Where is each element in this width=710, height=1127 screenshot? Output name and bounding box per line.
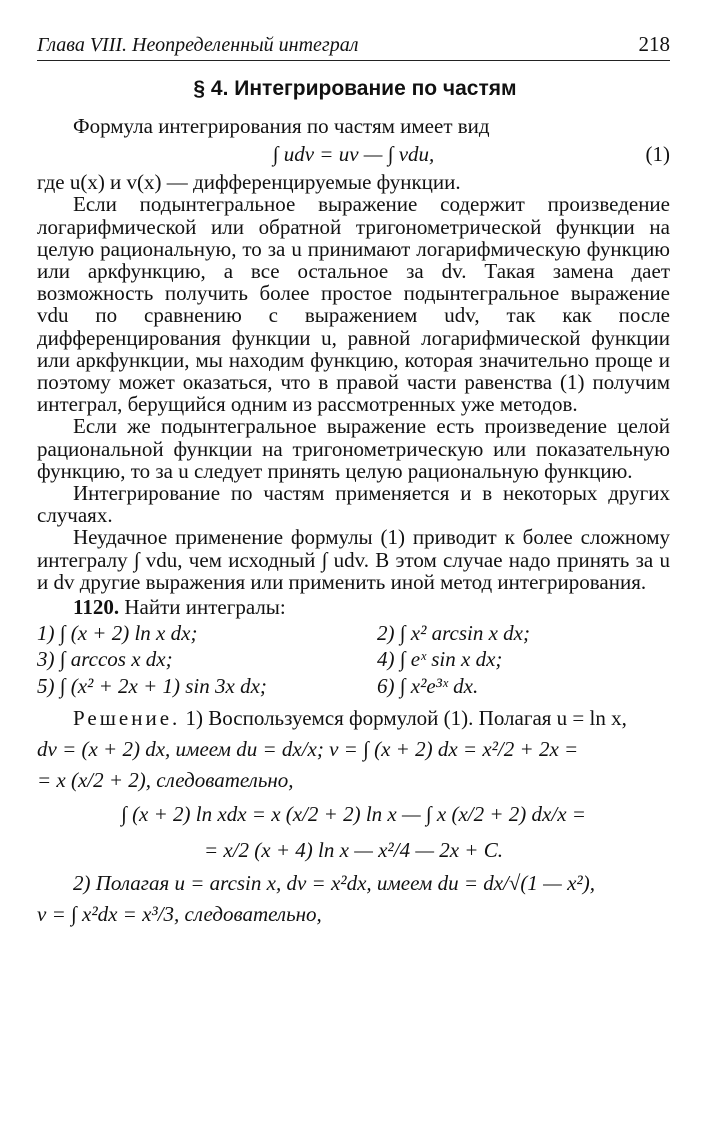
- task-number: 1120.: [73, 595, 120, 620]
- paragraph-1: Если подынтегральное выражение содержит произведение логарифмической или обратной тригонометрической функции на целую рациональную, то за u принимают логарифмическую функцию или аркфункцию, а все остальное за dv. Такая замена дает возможность получить более простое подынтегральное выражение vdu по сравнению с выражением udv, так как после дифференцирования функции u, равной логарифмической функции или аркфункции, мы находим функцию, которая значительно проще и поэтому может оказаться, что в правой части равенства (1) получим интеграл, берущийся одним из рассмотренных уже методов.: [37, 192, 670, 417]
- task-heading: [37, 596, 670, 618]
- integral-item: 5) ∫ (x² + 2x + 1) sin 3x dx;: [37, 673, 267, 698]
- task-text: Найти интегралы:: [124, 595, 286, 620]
- page-number: 218: [638, 32, 670, 56]
- solution-line-5: v = ∫ x²dx = x³/3, следовательно,: [37, 901, 322, 926]
- paragraph-2: Если же подынтегральное выражение есть произведение целой рациональной функции на тригонометрическую или показательную функцию, то за u следует принять целую рациональную функцию.: [37, 414, 670, 483]
- section-title: § 4. Интегрирование по частям: [193, 77, 517, 100]
- solution-line-1: 1) Воспользуемся формулой (1). Полагая u = ln x,: [185, 705, 627, 730]
- integral-item: 3) ∫ arccos x dx;: [37, 647, 173, 672]
- solution-label: Решение.: [73, 705, 181, 730]
- integral-item: 1) ∫ (x + 2) ln x dx;: [37, 621, 198, 646]
- integral-item: 2) ∫ x² arcsin x dx;: [377, 621, 530, 646]
- integral-item: 4) ∫ eˣ sin x dx;: [377, 647, 503, 672]
- paragraph-3: Интегрирование по частям применяется и в некоторых других случаях.: [37, 481, 670, 528]
- formula-1: [37, 137, 670, 171]
- solution: [37, 703, 670, 930]
- integral-item: 6) ∫ x²e³ˣ dx.: [377, 673, 479, 698]
- running-header: [37, 30, 670, 61]
- where-text: где u(x) и v(x) — дифференцируемые функции.: [37, 170, 461, 195]
- solution-line: [37, 703, 670, 734]
- solution-equation-2: = x/2 (x + 4) ln x — x²/4 — 2x + C.: [203, 837, 503, 862]
- chapter-title: Глава VIII. Неопределенный интеграл: [37, 34, 359, 56]
- solution-line-3: = x (x/2 + 2), следовательно,: [37, 767, 294, 792]
- formula-1-expression: ∫ udv = uv — ∫ vdu,: [272, 142, 435, 167]
- solution-line-2: dv = (x + 2) dx, имеем du = dx/x; v = ∫ (x + 2) dx = x²/2 + 2x =: [37, 736, 579, 761]
- integrals-list: [37, 622, 670, 697]
- paragraph-4: Неудачное применение формулы (1) приводит к более сложному интегралу ∫ vdu, чем исходный ∫ udv. В этом случае надо принять за u и dv другие выражения или применить иной метод интегрирования.: [37, 525, 670, 594]
- solution-equation-1: ∫ (x + 2) ln xdx = x (x/2 + 2) ln x — ∫ x (x/2 + 2) dx/x =: [121, 801, 586, 826]
- intro-text: Формула интегрирования по частям имеет вид: [73, 114, 490, 138]
- solution-line-4: 2) Полагая u = arcsin x, dv = x²dx, имеем du = dx/√(1 — x²),: [73, 870, 595, 895]
- formula-1-number: (1): [645, 142, 670, 167]
- text-body: [37, 115, 670, 930]
